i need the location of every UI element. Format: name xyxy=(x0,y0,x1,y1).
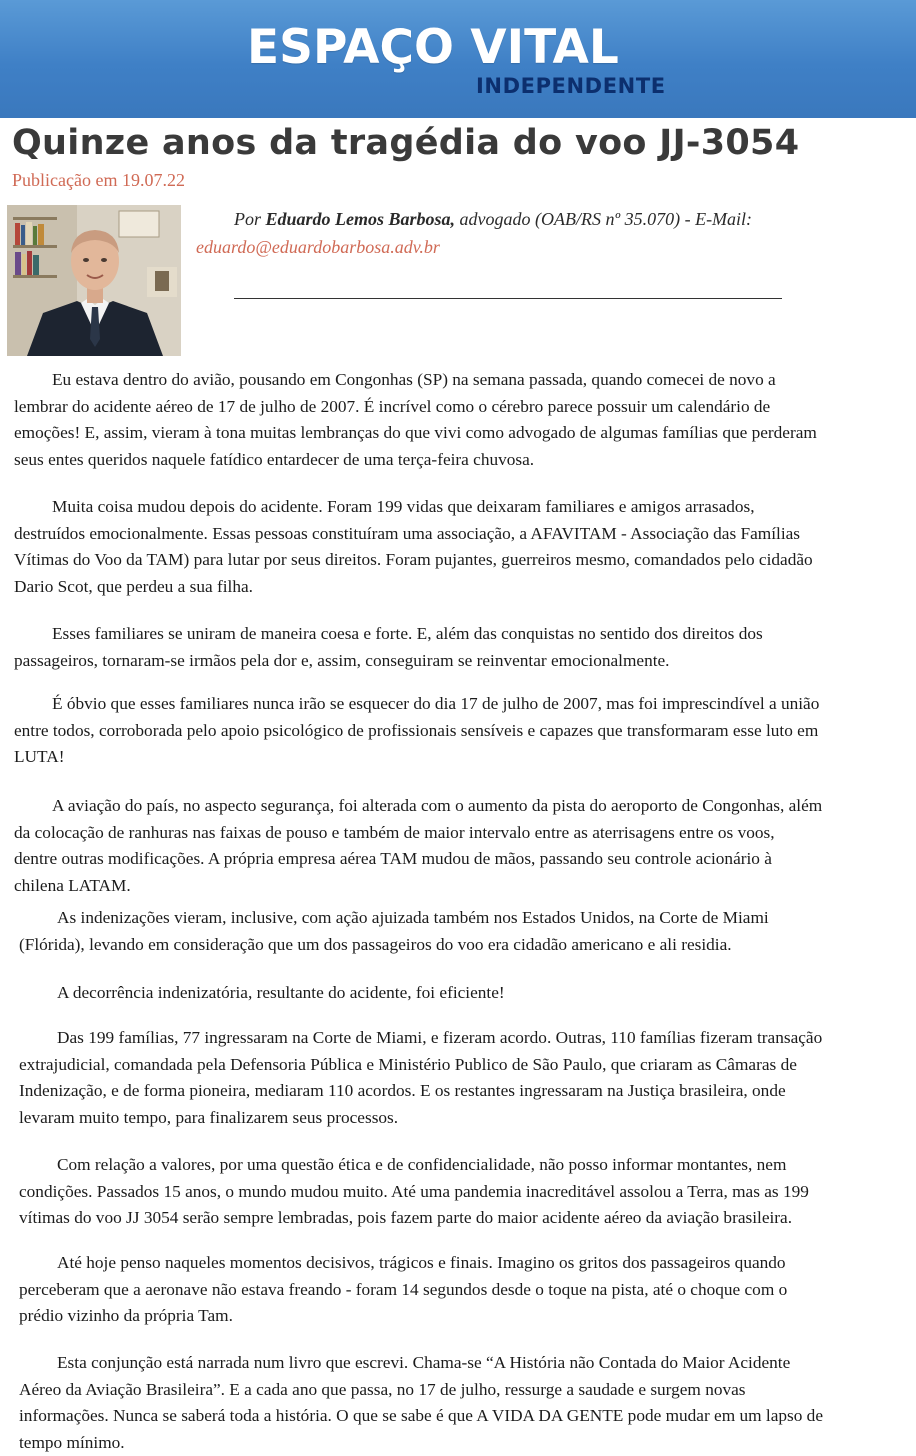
paragraph-line: Vítimas do Voo da TAM) para lutar por seus direitos. Foram pujantes, guerreiros mesmo, comandados pelo cidadão xyxy=(14,550,813,570)
paragraph-line: dentre outras modificações. A própria empresa aérea TAM mudou de mãos, passando seu controle acionário à xyxy=(14,849,772,869)
author-byline xyxy=(196,205,896,261)
paragraph-line: prédio vizinho da própria Tam. xyxy=(19,1306,233,1326)
article-paragraph xyxy=(14,793,822,900)
paragraph-line: vítimas do voo JJ 3054 serão sempre lembradas, pois fazem parte do maior acidente aéreo da aviação brasileira. xyxy=(19,1208,793,1228)
paragraph-line: Muita coisa mudou depois do acidente. Foram 199 vidas que deixaram familiares e amigos arrasados, xyxy=(52,497,755,516)
paragraph-line: levaram muito tempo, para finalizarem seus processos. xyxy=(19,1108,399,1128)
article-paragraph xyxy=(14,621,763,674)
paragraph-line: Dario Scot, que perdeu a sua filha. xyxy=(14,577,253,597)
paragraph-line: Esta conjunção está narrada num livro que escrevi. Chama-se “A História não Contada do Maior Acidente xyxy=(57,1353,791,1372)
article-title: Quinze anos da tragédia do voo JJ-3054 xyxy=(12,123,800,163)
article-paragraph xyxy=(19,1350,823,1456)
paragraph-line: lembrar do acidente aéreo de 17 de julho de 2007. É incrível como o cérebro parece possuir um calendário de xyxy=(14,396,771,416)
article-paragraph xyxy=(19,1152,809,1232)
byline-credentials: advogado (OAB/RS nº 35.070) - E-Mail: xyxy=(455,209,753,229)
paragraph-line: seus entes queridos naquele fatídico entardecer de uma terça-feira chuvosa. xyxy=(14,450,535,470)
paragraph-line: As indenizações vieram, inclusive, com ação ajuizada também nos Estados Unidos, na Corte de Miami xyxy=(57,908,769,927)
author-photo-image xyxy=(7,205,181,356)
byline-prefix: Por xyxy=(234,209,266,229)
paragraph-line: tempo mínimo. xyxy=(19,1433,125,1453)
paragraph-line: LUTA! xyxy=(14,747,65,767)
author-email-link[interactable]: eduardo@eduardobarbosa.adv.br xyxy=(196,237,440,257)
paragraph-line: A aviação do país, no aspecto segurança, foi alterada com o aumento da pista do aeroporto de Congonhas, além xyxy=(52,796,823,815)
paragraph-line: Com relação a valores, por uma questão ética e de confidencialidade, não posso informar montantes, nem xyxy=(57,1155,787,1174)
site-header xyxy=(0,0,916,118)
paragraph-line: perceberam que a aeronave não estava freando - foram 14 segundos desde o toque na pista, até o choque com o xyxy=(19,1279,788,1299)
paragraph-line: Das 199 famílias, 77 ingressaram na Corte de Miami, e fizeram acordo. Outras, 110 famílias fizeram transação xyxy=(57,1028,823,1047)
byline-separator xyxy=(234,298,782,299)
publication-date: Publicação em 19.07.22 xyxy=(12,170,185,190)
byline-author: Eduardo Lemos Barbosa, xyxy=(265,209,456,229)
author-photo xyxy=(7,205,181,356)
article-paragraph xyxy=(19,905,769,958)
paragraph-line: entre todos, corroborada pelo apoio psicológico de profissionais sensíveis e capazes que transformaram esse luto em xyxy=(14,720,819,740)
article-paragraph xyxy=(14,494,813,601)
paragraph-line: da colocação de ranhuras nas faixas de pouso e também de maior intervalo entre as aterrisagens entre os voos, xyxy=(14,822,775,842)
article-paragraph xyxy=(14,367,817,474)
article-paragraph xyxy=(19,1025,822,1132)
paragraph-line: destruídos emocionalmente. Essas pessoas constituíram uma associação, a AFAVITAM - Associação das Famílias xyxy=(14,523,801,543)
paragraph-line: passageiros, tornaram-se irmãos pela dor e, assim, conseguiram se reinventar emocionalmente. xyxy=(14,650,670,670)
paragraph-line: Até hoje penso naqueles momentos decisivos, trágicos e finais. Imagino os gritos dos passageiros quando xyxy=(57,1253,786,1272)
paragraph-line: chilena LATAM. xyxy=(14,876,131,896)
paragraph-line: A decorrência indenizatória, resultante do acidente, foi eficiente! xyxy=(57,983,505,1002)
paragraph-line: (Flórida), levando em consideração que um dos passageiros do voo era cidadão americano e ali residia. xyxy=(19,934,732,954)
article-paragraph xyxy=(19,1250,787,1330)
paragraph-line: Esses familiares se uniram de maneira coesa e forte. E, além das conquistas no sentido dos direitos dos xyxy=(52,624,763,643)
paragraph-line: condições. Passados 15 anos, o mundo mudou muito. Até uma pandemia inacreditável assolou a Terra, mas as 199 xyxy=(19,1181,809,1201)
paragraph-line: Indenização, e de forma pioneira, mediaram 110 acordos. E os restantes ingressaram na Justiça brasileira, onde xyxy=(19,1081,786,1101)
site-logo-subtitle: INDEPENDENTE xyxy=(476,74,666,98)
paragraph-line: Eu estava dentro do avião, pousando em Congonhas (SP) na semana passada, quando comecei de novo a xyxy=(52,370,776,389)
paragraph-line: informações. Nunca se saberá toda a história. O que se sabe é que A VIDA DA GENTE pode mudar em um lapso de xyxy=(19,1406,823,1426)
paragraph-line: emoções! E, assim, vieram à tona muitas lembranças do que vivi como advogado de algumas famílias que perderam xyxy=(14,423,817,443)
paragraph-line: É óbvio que esses familiares nunca irão se esquecer do dia 17 de julho de 2007, mas foi imprescindível a união xyxy=(52,694,820,713)
paragraph-line: extrajudicial, comandada pela Defensoria Pública e Ministério Publico de São Paulo, que criaram as Câmaras de xyxy=(19,1054,797,1074)
article-paragraph xyxy=(19,980,505,1007)
article-paragraph xyxy=(14,691,819,771)
site-logo-text[interactable]: ESPAÇO VITAL xyxy=(247,20,619,75)
paragraph-line: Aéreo da Aviação Brasileira”. E a cada ano que passa, no 17 de julho, ressurge a saudade e surgem novas xyxy=(19,1379,746,1399)
